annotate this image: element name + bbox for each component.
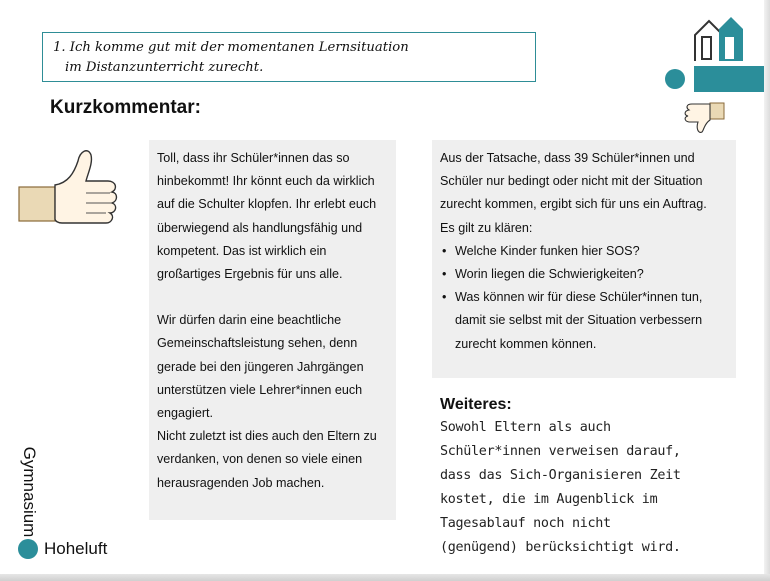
question-line-2: im Distanzunterricht zurecht.: [65, 60, 264, 75]
question-box: [42, 32, 536, 82]
kurzkommentar-heading: Kurzkommentar:: [50, 97, 201, 118]
weiteres-line: Sowohl Eltern als auch: [440, 420, 611, 435]
school-logo-vertical: Gymnasium: [20, 446, 39, 538]
weiteres-line: kostet, die im Augenblick im: [440, 492, 658, 507]
weiteres-heading: Weiteres:: [440, 396, 512, 413]
weiteres-line: Tagesablauf noch nicht: [440, 516, 611, 531]
logo-dot-icon: [18, 539, 38, 559]
positive-comment-panel: [149, 140, 396, 520]
task-bullet-list: [440, 240, 728, 356]
thumbs-down-icon: [680, 100, 726, 136]
positive-para-2: Wir dürfen darin eine beachtliche Gemeinschaftsleistung sehen, denn gerade bei den jüngeren Jahrgängen unterstützen viele Lehrer*innen euch engagiert.: [157, 313, 364, 421]
positive-para-3: Nicht zuletzt ist dies auch den Eltern zu verdanken, von denen so viele einen herausragenden Job machen.: [157, 429, 377, 490]
task-bullet: • Welche Kinder funken hier SOS?: [440, 240, 728, 263]
accent-bar-icon: [660, 66, 768, 92]
task-clarify: Es gilt zu klären:: [440, 220, 533, 235]
slide-shadow-bottom: [0, 574, 770, 581]
slide-shadow-right: [764, 0, 770, 581]
weiteres-line: (genügend) berücksichtigt wird.: [440, 540, 681, 555]
thumbs-up-icon: [18, 143, 128, 229]
task-bullet: • Worin liegen die Schwierigkeiten?: [440, 263, 728, 286]
weiteres-line: Schüler*innen verweisen darauf,: [440, 444, 681, 459]
positive-para-1: Toll, dass ihr Schüler*innen das so hinbekommt! Ihr könnt euch da wirklich auf die Schulter klopfen. Ihr erlebt euch überwiegend als handlungsfähig und kompetent. Das ist wirklich ein großartiges Ergebnis für uns alle.: [157, 151, 377, 282]
task-bullet: • Was können wir für diese Schüler*innen tun, damit sie selbst mit der Situation verbessern zurecht kommen können.: [440, 286, 728, 356]
question-line-1: 1. Ich komme gut mit der momentanen Lernsituation: [53, 40, 409, 55]
task-panel: [432, 140, 736, 378]
weiteres-text: [440, 416, 740, 560]
task-intro: Aus der Tatsache, dass 39 Schüler*innen und Schüler nur bedingt oder nicht mit der Situation zurecht kommen, ergibt sich für uns ein Auftrag.: [440, 151, 707, 212]
weiteres-line: dass das Sich-Organisieren Zeit: [440, 468, 681, 483]
house-logo-icon: [693, 15, 749, 63]
school-logo-word: Hoheluft: [44, 539, 108, 558]
